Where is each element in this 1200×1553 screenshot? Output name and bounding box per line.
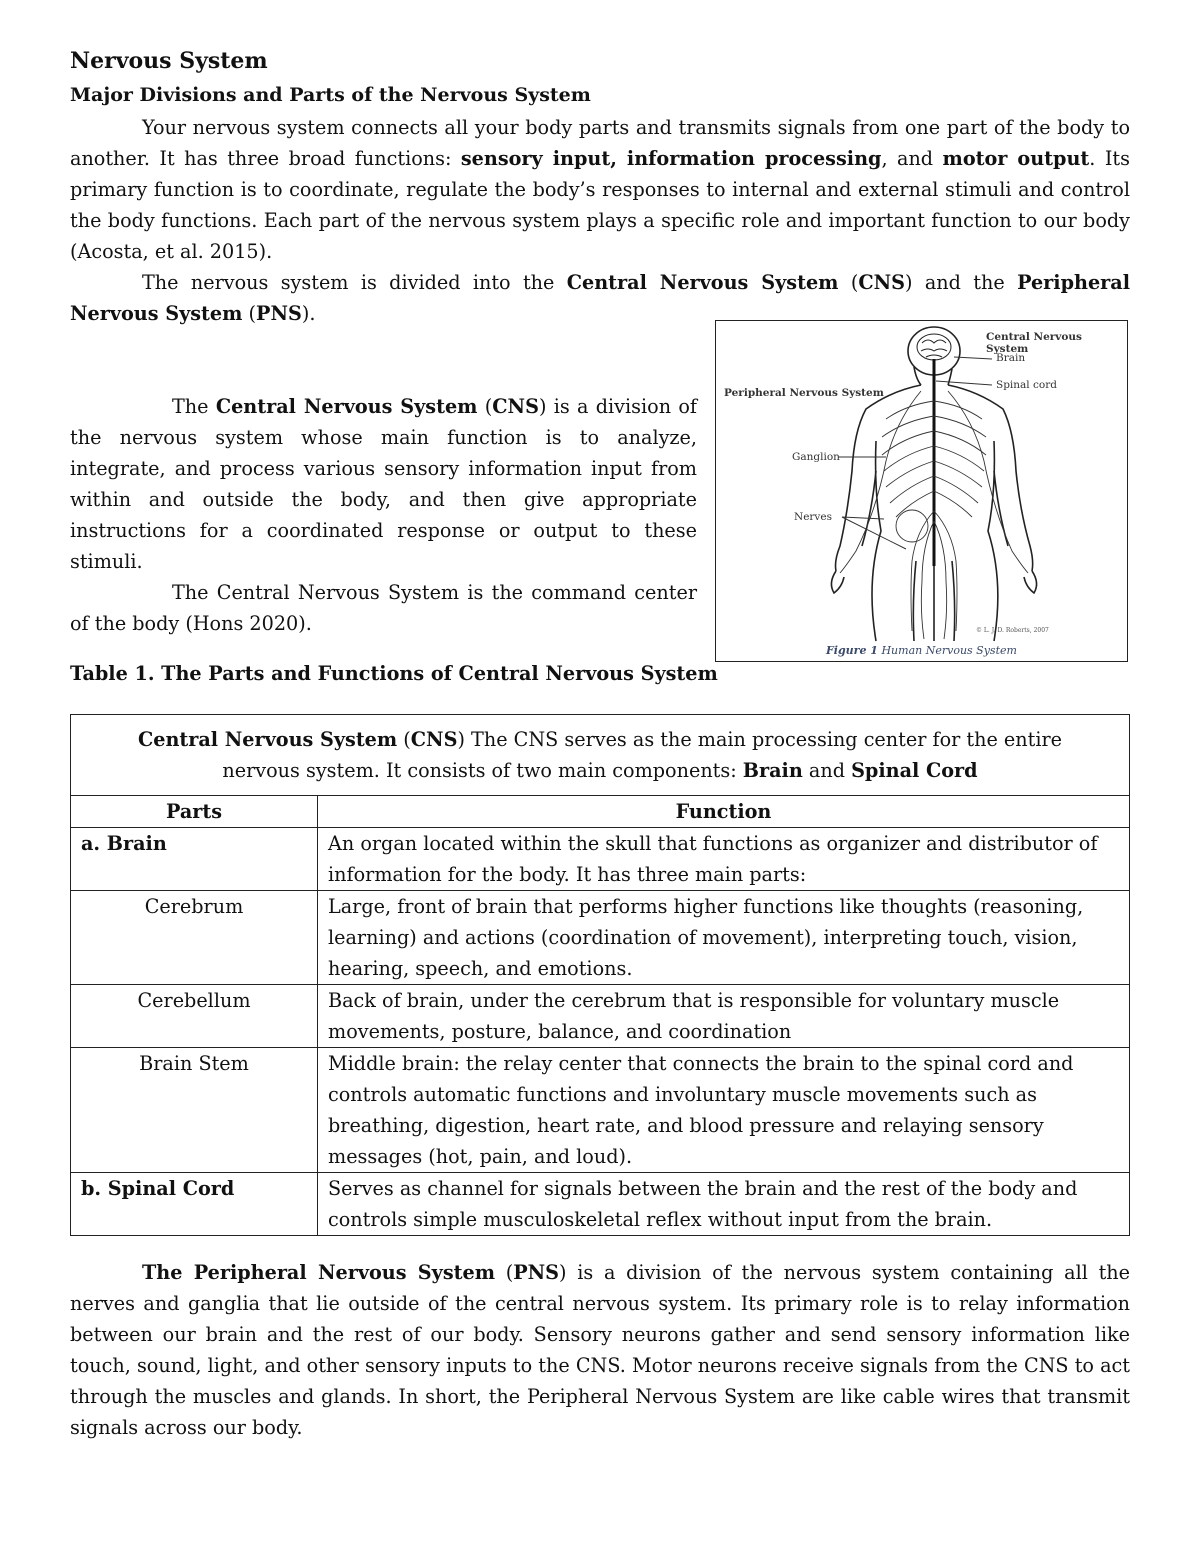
- intro-paragraph: Your nervous system connects all your body parts and transmits signals from one part of the body to another. It has three broad functions: sensory input, information processing, and motor output. Its primary function is to coordinate, regulate the body’s responses to internal and external stimuli and control the body functions. Each part of the nervous system plays a specific role and important function to our body (Acosta, et al. 2015).: [70, 116, 1130, 263]
- brain-label: Brain: [996, 352, 1026, 364]
- division-paragraph: The nervous system is divided into the Central Nervous System (CNS) and the Peripheral Nervous System (PNS).: [70, 271, 1130, 325]
- table-row: [71, 891, 1130, 985]
- table-header-cell: Central Nervous System (CNS) The CNS serves as the main processing center for the entire nervous system. It consists of two main components: Brain and Spinal Cord: [71, 715, 1130, 796]
- part-cell: b. Spinal Cord: [71, 1173, 318, 1236]
- ganglion-label: Ganglion: [792, 451, 840, 463]
- cns-parts-table: [70, 714, 1130, 1236]
- cns-label: Central Nervous System: [986, 331, 1082, 355]
- nervous-system-figure: [715, 320, 1128, 662]
- col-parts-header: Parts: [71, 796, 318, 828]
- table-row: [71, 1173, 1130, 1236]
- pns-label: Peripheral Nervous System: [724, 387, 884, 399]
- col-function-header: Function: [318, 796, 1130, 828]
- figure-caption: Figure 1 Human Nervous System: [826, 644, 1017, 657]
- figure-copyright: © L. J. D. Roberts, 2007: [976, 627, 1049, 634]
- function-cell: Back of brain, under the cerebrum that is responsible for voluntary muscle movements, posture, balance, and coordination: [318, 985, 1130, 1048]
- cns-paragraph: The Central Nervous System (CNS) is a division of the nervous system whose main function is to analyze, integrate, and process various sensory information input from within and outside the body, and then give appropriate instructions for a coordinated response or output to these stimuli. The Central Nervous System is the command center of the body (Hons 2020).: [70, 395, 698, 635]
- section-heading: Major Divisions and Parts of the Nervous System: [70, 84, 591, 106]
- part-cell: Brain Stem: [71, 1048, 318, 1173]
- function-cell: An organ located within the skull that functions as organizer and distributor of information for the body. It has three main parts:: [318, 828, 1130, 891]
- page-title: Nervous System: [70, 48, 268, 74]
- part-cell: Cerebellum: [71, 985, 318, 1048]
- part-cell: a. Brain: [71, 828, 318, 891]
- table-header-row: [71, 715, 1130, 796]
- table-row: [71, 828, 1130, 891]
- column-header-row: [71, 796, 1130, 828]
- table-row: [71, 1048, 1130, 1173]
- function-cell: Large, front of brain that performs higher functions like thoughts (reasoning, learning) and actions (coordination of movement), interpreting touch, vision, hearing, speech, and emotions.: [318, 891, 1130, 985]
- human-nervous-system-illustration: [716, 321, 1127, 661]
- table-caption: Table 1. The Parts and Functions of Central Nervous System: [70, 662, 718, 685]
- pns-paragraph: The Peripheral Nervous System (PNS) is a division of the nervous system containing all the nerves and ganglia that lie outside of the central nervous system. Its primary role is to relay information between our brain and the rest of our body. Sensory neurons gather and send sensory information like touch, sound, light, and other sensory inputs to the CNS. Motor neurons receive signals from the CNS to act through the muscles and glands. In short, the Peripheral Nervous System are like cable wires that transmit signals across our body.: [70, 1261, 1130, 1439]
- function-cell: Middle brain: the relay center that connects the brain to the spinal cord and controls automatic functions and involuntary muscle movements such as breathing, digestion, heart rate, and blood pressure and relaying sensory messages (hot, pain, and loud).: [318, 1048, 1130, 1173]
- function-cell: Serves as channel for signals between the brain and the rest of the body and controls simple musculoskeletal reflex without input from the brain.: [318, 1173, 1130, 1236]
- part-cell: Cerebrum: [71, 891, 318, 985]
- spinal-cord-label: Spinal cord: [996, 379, 1057, 391]
- table-row: [71, 985, 1130, 1048]
- nerves-label: Nerves: [794, 511, 832, 523]
